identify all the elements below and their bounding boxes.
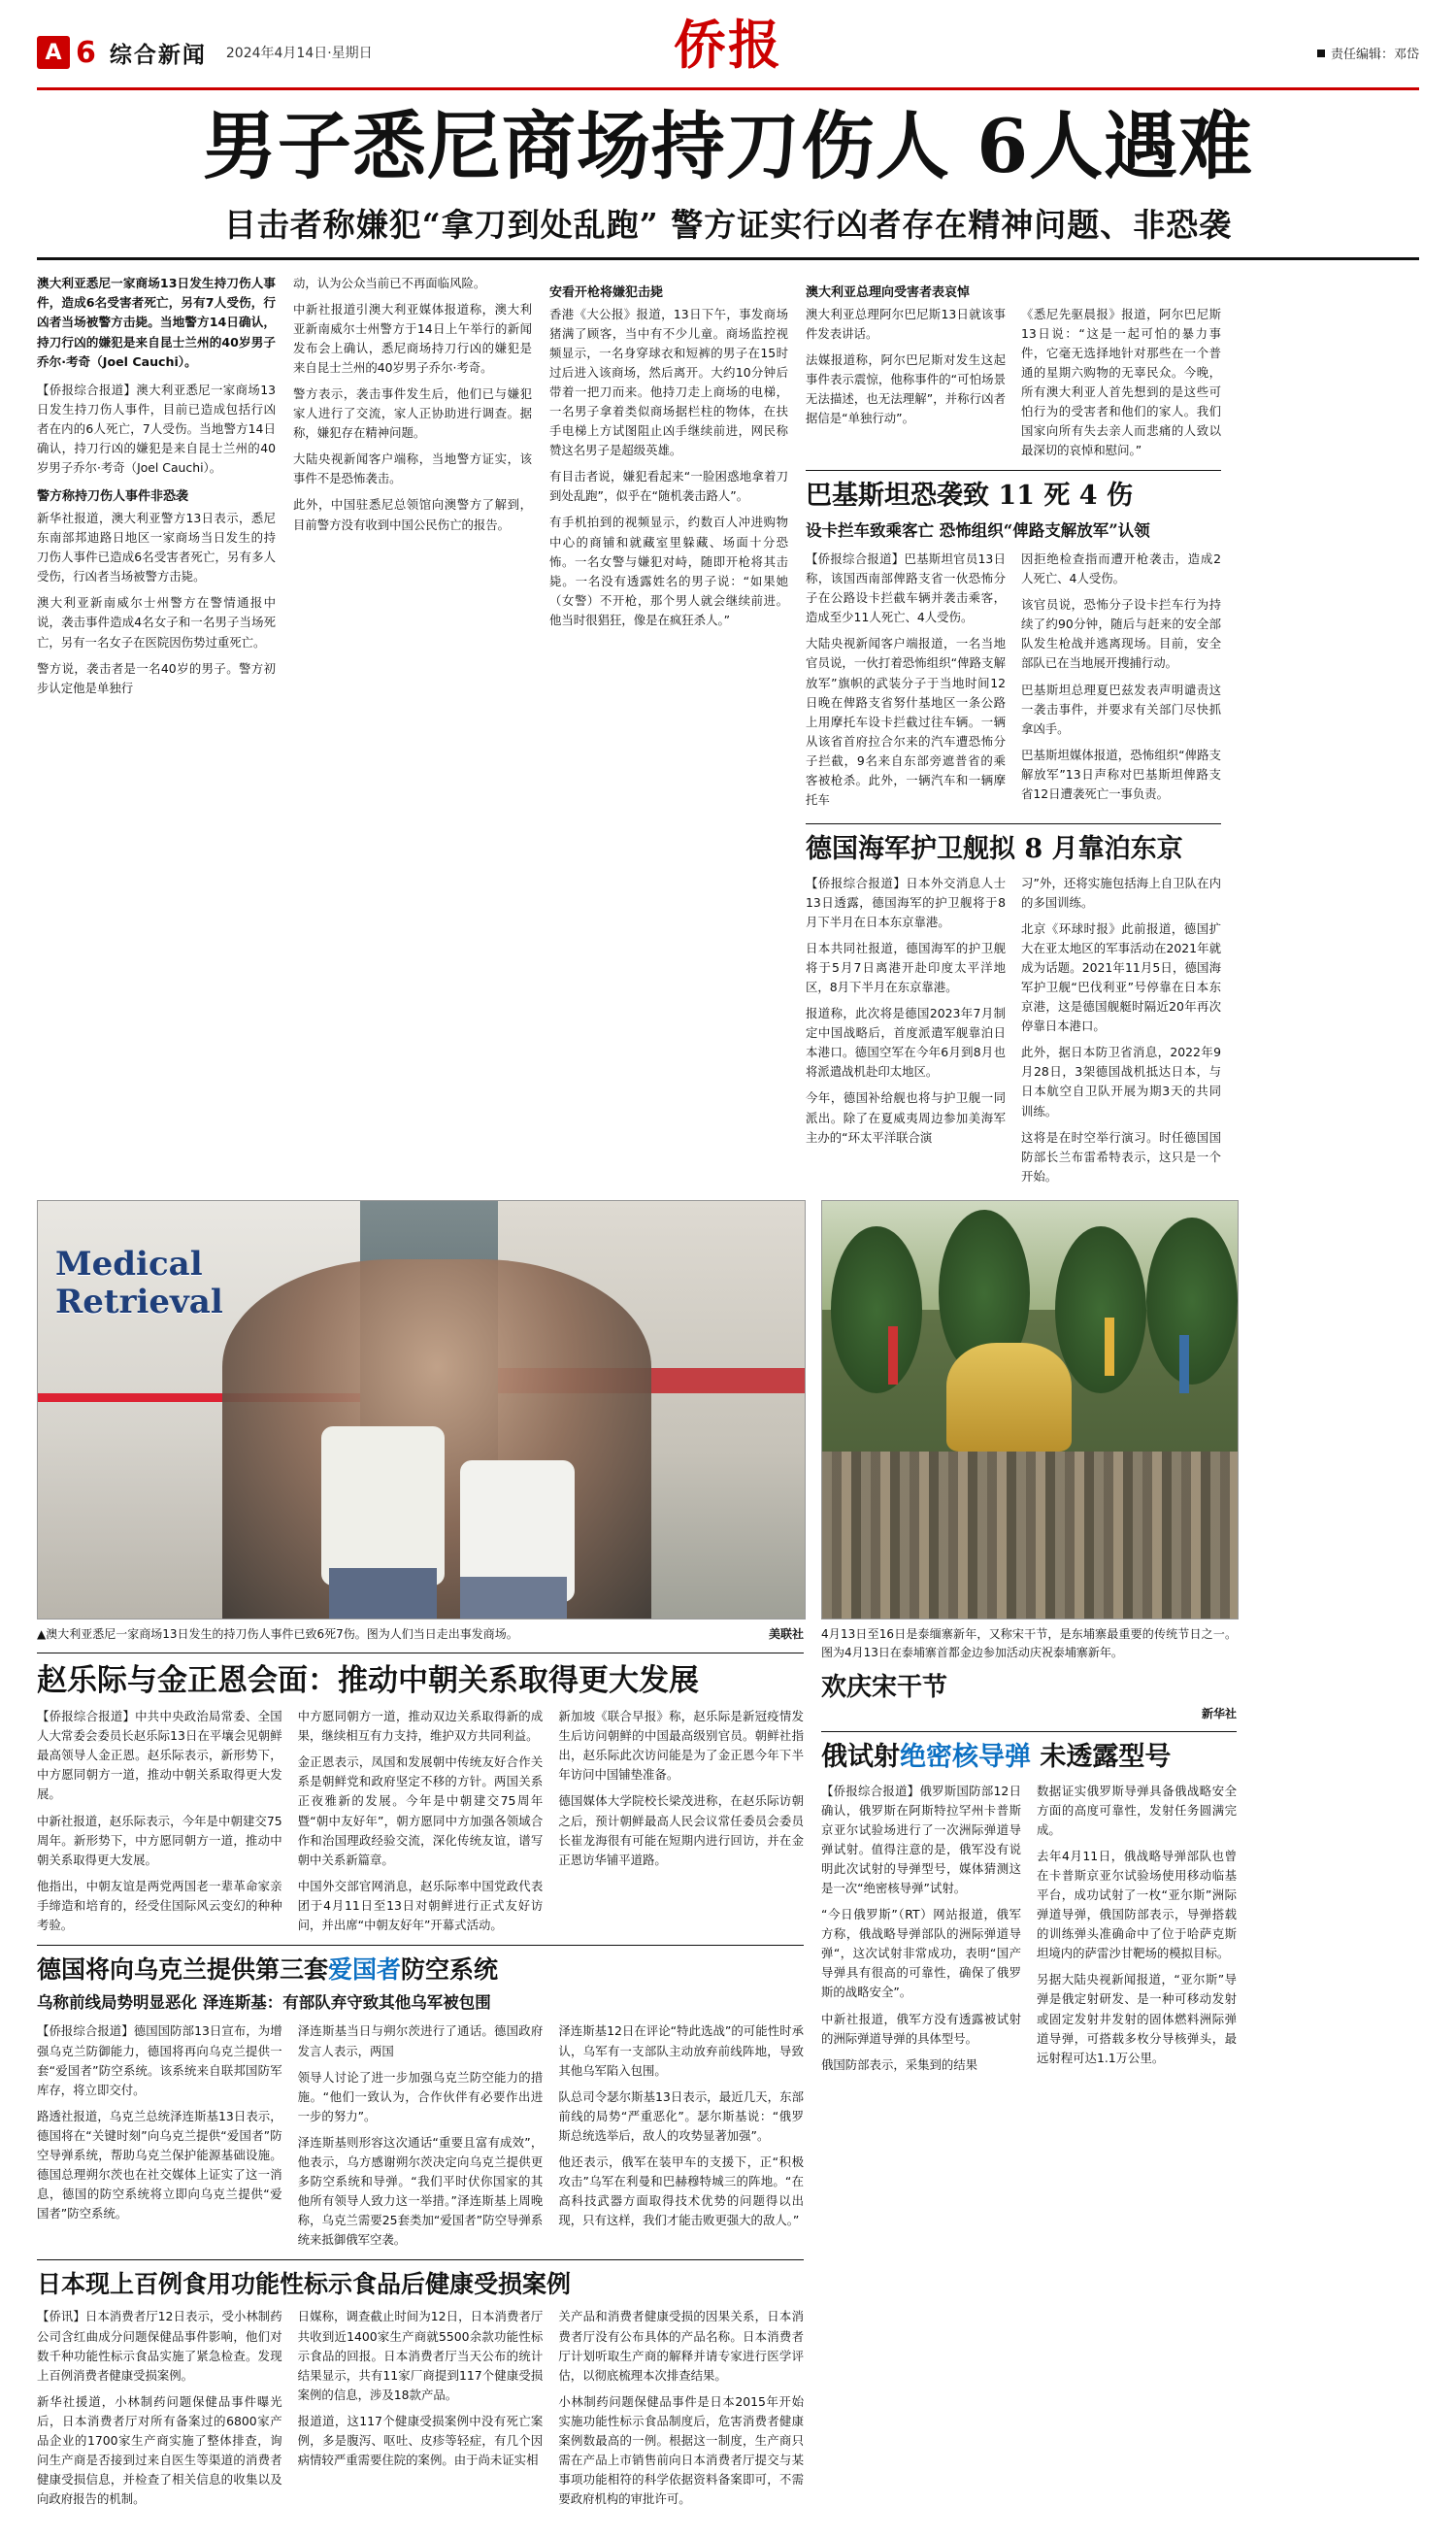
bullet-square-icon bbox=[1317, 50, 1325, 57]
photo-person-jeans-2 bbox=[460, 1577, 568, 1619]
germany-navy-headline: 德国海军护卫舰拟 8 月靠泊东京 bbox=[806, 834, 1183, 865]
paragraph: 有手机拍到的视频显示，约数百人冲进购物中心的商铺和就藏室里躲藏、场面十分恐怖。一名女警与嫌犯对峙，随即开枪将其击毙。一名没有透露姓名的男子说：“如果她（女警）不开枪，那个男人就会继续前进。他当时很猖狂，像是在疯狂杀人。” bbox=[549, 515, 788, 627]
paragraph: 巴基斯坦媒体报道，恐怖组织“俾路支解放军”13日声称对巴基斯坦俾路支省12日遭袭死亡一事负责。 bbox=[1021, 747, 1221, 801]
china-dprk-body bbox=[37, 1707, 804, 1935]
paragraph: 小林制药问题保健品事件是日本2015年开始实施功能性标示食品制度后，危害消费者健康案例数最高的一例。根据这一制度，生产商只需在产品上市销售前向日本消费者厅提交与某事项功能相符的科学依据资料备案即可，不需要政府机构的审批许可。 bbox=[558, 2393, 804, 2507]
paragraph: 中国外交部官网消息，赵乐际率中国党政代表团于4月11日至13日对朝鲜进行正式友好访问，并出席“中朝友好年”开幕式活动。 bbox=[297, 1878, 544, 1933]
subsection-heading: 警方称持刀伤人事件非恐袭 bbox=[37, 488, 189, 504]
paragraph: 此外，中国驻悉尼总领馆向澳警方了解到，目前警方没有收到中国公民伤亡的报告。 bbox=[293, 497, 532, 532]
paragraph: 泽连斯基当日与朔尔茨进行了通话。德国政府发言人表示，两国 bbox=[297, 2023, 544, 2058]
germany-ukraine-subheadline: 乌称前线局势明显恶化 泽连斯基：有部队弃守致其他乌军被包围 bbox=[37, 1993, 491, 2013]
photo-golden-structure bbox=[946, 1343, 1071, 1452]
japan-supplement-headline: 日本现上百例食用功能性标示食品后健康受损案例 bbox=[37, 2270, 572, 2299]
paragraph: 澳大利亚新南威尔士州警方在警情通报中说，袭击事件造成4名女子和一名男子当场死亡，另有一名女子在医院因伤势过重死亡。 bbox=[37, 595, 276, 650]
paragraph: 这将是在时空举行演习。时任德国国防部长兰布雷希特表示，这只是一个开始。 bbox=[1021, 1129, 1221, 1184]
lead-headline-block bbox=[37, 90, 1419, 260]
paragraph: 有目击者说，嫌犯看起来“一脸困惑地拿着刀到处乱跑”，似乎在“随机袭击路人”。 bbox=[549, 469, 788, 504]
paragraph: 新华社援道，小林制药问题保健品事件曝光后，日本消费者厅对所有备案过的6800家产品企业的1700家生产商实施了整体排查，询问生产商是否接到过来自医生等渠道的消费者健康受损信息，并检查了相关信息的收集以及向政府报告的机制。 bbox=[37, 2393, 282, 2507]
paragraph: 澳大利亚总理阿尔巴尼斯13日就该事件发表讲话。 bbox=[806, 306, 1006, 341]
paragraph: 香港《大公报》报道，13日下午，事发商场猪满了顾客，当中有不少儿童。商场监控视频显示，一名身穿球衣和短裤的男子在15时过后进入该商场，然后离开。大约10分钟后带着一把刀而来。他持刀走上商场的电梯，一名男子拿着类似商场据栏柱的物体，在扶手电梯上方试图阻止凶手继续前进，网民称赞这名男子是超级英雄。 bbox=[549, 306, 788, 458]
photo-person-shirt bbox=[321, 1426, 444, 1585]
paragraph: 今年，德国补给舰也将与护卫舰一同派出。除了在夏威夷周边参加美海军主办的“环太平洋联合演 bbox=[806, 1090, 1006, 1145]
lead-column-1 bbox=[37, 274, 276, 705]
lead-subheadline: 目击者称嫌犯“拿刀到处乱跑” 警方证实行凶者存在精神问题、非恐袭 bbox=[223, 205, 1233, 244]
paragraph: 新华社报道，澳大利亚警方13日表示，悉尼东南部邦迪路日地区一家商场当日发生的持刀伤人事件已造成6名受害者死亡，另有多人受伤，行凶者当场被警方击毙。 bbox=[37, 510, 276, 584]
lead-headline: 男子悉尼商场持刀伤人 6人遇难 bbox=[202, 103, 1254, 189]
festival-photo-caption: 4月13日至16日是泰缅寨新年，又称宋干节，是东埔寨最重要的传统节日之一。图为4月13日在泰埔寨首都金边参加活动庆祝泰埔寨新年。 bbox=[821, 1626, 1237, 1659]
lead-story-columns bbox=[37, 274, 1419, 1186]
paragraph: 去年4月11日，俄战略导弹部队也曾在卡普斯京亚尔试验场使用移动临基平台，成功试射了一枚“亚尔斯”洲际弹道导弹，俄国防部表示，导弹搭载的训练弹头准确命中了位于哈萨克斯坦境内的萨雷沙甘靶场的模拟目标。 bbox=[1037, 1848, 1237, 1961]
paragraph: 德国媒体大学院校长梁茂进称，在赵乐际访朝之后，预计朝鲜最高人民会议常任委员会委员长崔龙海很有可能在短期内进行回访，并在金正恩访华铺平道路。 bbox=[558, 1793, 804, 1867]
lead-photo-caption-text: ▲澳大利亚悉尼一家商场13日发生的持刀伤人事件已致6死7伤。图为人们当日走出事发商场。 bbox=[37, 1626, 518, 1641]
editor-credit-text: 责任编辑：邓岱 bbox=[1330, 47, 1419, 62]
story-divider bbox=[806, 470, 1221, 471]
lead-photo-source: 美联社 bbox=[768, 1626, 804, 1641]
photo-tree bbox=[831, 1226, 922, 1393]
story-divider bbox=[806, 823, 1221, 824]
paragraph: 警方说，袭击者是一名40岁的男子。警方初步认定他是单独行 bbox=[37, 660, 276, 695]
germany-ukraine-headline bbox=[37, 1955, 804, 1985]
photo-crowd bbox=[822, 1452, 1238, 1619]
pakistan-body bbox=[806, 550, 1221, 814]
photo-person-jeans bbox=[329, 1568, 437, 1619]
paragraph: 关产品和消费者健康受损的因果关系，日本消费者厅没有公布具体的产品名称。日本消费者厅计划听取生产商的解释并请专家进行医学评估，以彻底梳理本次排查结果。 bbox=[558, 2309, 804, 2383]
paragraph: 中新社报道引澳大利亚媒体报道称，澳大利亚新南威尔士州警方于14日上午举行的新闻发布会上确认，悉尼商场持刀行凶的嫌犯是来自昆士兰州的40岁男子乔尔·考奇。 bbox=[293, 301, 532, 375]
germany-navy-body bbox=[806, 874, 1221, 1186]
headline-accent: 绝密核导弹 bbox=[900, 1742, 1031, 1773]
paragraph: 泽连斯基则形容这次通话“重要且富有成效”，他表示，乌方感谢朔尔茨决定向乌克兰提供更多防空系统和导弹。“我们平时伏你国家的其他所有领导人致力这一举措。”泽连斯基上周晚称，乌克兰需要25套类加“爱国者”防空导弹系统来抵御俄军空袭。 bbox=[297, 2134, 544, 2248]
folio-badge: A bbox=[37, 36, 70, 69]
lead-photo-caption bbox=[37, 1625, 804, 1643]
festival-photo-source: 新华社 bbox=[1201, 1707, 1237, 1721]
photo-tree bbox=[1146, 1218, 1238, 1385]
paragraph: 数据证实俄罗斯导弹具备俄战略安全方面的高度可靠性，发射任务圆满完成。 bbox=[1037, 1783, 1237, 1837]
newspaper-nameplate: 侨报 bbox=[674, 14, 782, 76]
paragraph: 【侨报综合报道】澳大利亚悉尼一家商场13日发生持刀伤人事件，目前已造成包括行凶者在内的6人死亡，7人受伤。当地警方14日确认，持刀行凶的嫌犯是来自昆士兰州的40岁男子乔尔·考奇（Joel Cauchi）。 bbox=[37, 382, 276, 475]
paragraph: 大陆央视新闻客户端报道，一名当地官员说，一伙打着恐怖组织“俾路支解放军”旗帜的武装分子于当地时间12日晚在俾路支省努什基地区一条公路上用摩托车设卡拦截过往车辆。一辆从该省首府拉合尔来的汽车遭恐怖分子拦截，9名来自东部旁遮普省的乘客被枪杀。此外，一辆汽车和一辆摩托车 bbox=[806, 636, 1006, 808]
pakistan-subheadline: 设卡拦车致乘客亡 恐怖组织“俾路支解放军”认领 bbox=[806, 520, 1150, 540]
paragraph: 报道道，这117个健康受损案例中没有死亡案例，多是腹泻、呕吐、皮疹等轻症，有几个因病情较严重需要住院的案例。由于尚未证实相 bbox=[297, 2413, 544, 2468]
paragraph: 【侨报综合报道】德国国防部13日宣布，为增强乌克兰防御能力，德国将再向乌克兰提供一套“爱国者”防空系统。该系统来自联邦国防军库存，将立即交付。 bbox=[37, 2023, 282, 2097]
photo-flag bbox=[888, 1326, 898, 1385]
paragraph: 领导人讨论了进一步加强乌克兰防空能力的措施。“他们一致认为，合作伙伴有必要作出进一步的努力”。 bbox=[297, 2069, 544, 2123]
germany-ukraine-body bbox=[37, 2021, 804, 2250]
headline-divider bbox=[37, 257, 1419, 260]
paragraph: 动，认为公众当前已不再面临风险。 bbox=[293, 275, 486, 290]
festival-photo bbox=[821, 1200, 1239, 1620]
paragraph: 大陆央视新闻客户端称，当地警方证实，该事件不是恐怖袭击。 bbox=[293, 451, 532, 486]
paragraph: 因拒绝检查指而遭开枪袭击，造成2人死亡、4人受伤。 bbox=[1021, 551, 1221, 586]
paragraph: 中新社报道，赵乐际表示，今年是中朝建交75周年。新形势下，中方愿同朝方一道，推动中朝关系取得更大发展。 bbox=[37, 1813, 282, 1867]
paragraph: 新加坡《联合早报》称，赵乐际是新冠疫情发生后访问朝鲜的中国最高级别官员。朝鲜社指出，赵乐际此次访问能是为了金正恩今年下半年访问中国铺垫准备。 bbox=[558, 1709, 804, 1783]
paragraph: 中方愿同朝方一道，推动双边关系取得新的成果，继续相互有力支持，维护双方共同利益。 bbox=[297, 1709, 544, 1744]
headline-part-2: 防空系统 bbox=[401, 1955, 499, 1985]
paragraph: 【侨报综合报道】日本外交消息人士13日透露，德国海军的护卫舰将于8月下半月在日本东京靠港。 bbox=[806, 875, 1006, 929]
paragraph: 日媒称，调查截止时间为12日，日本消费者厅共收到近1400家生产商就5500余款功能性标示食品的回报。日本消费者厅当天公布的统计结果显示，共有11家厂商提到117个健康受损案例的信息，涉及18款产品。 bbox=[297, 2309, 544, 2402]
paragraph: 【侨报综合报道】俄罗斯国防部12日确认，俄罗斯在阿斯特拉罕州卡普斯京亚尔试验场进行了一次洲际弹道导弹试射。值得注意的是，俄军没有说明此次试射的导弹型号，媒体猜测这是一次“绝密核导弹”试射。 bbox=[821, 1783, 1021, 1895]
paragraph: “今日俄罗斯”（RT）网站报道，俄军方称，俄战略导弹部队的洲际弹道导弹“，这次试射非常成功，表明“国产导弹具有很高的可靠性，确保了俄罗斯的战略安全”。 bbox=[821, 1907, 1021, 2000]
photo-tree bbox=[1055, 1226, 1146, 1393]
headline-part-2: 未透露型号 bbox=[1031, 1742, 1172, 1773]
paragraph: 日本共同社报道，德国海军的护卫舰将于5月7日离港开赴印度太平洋地区，8月下半月在东京靠港。 bbox=[806, 940, 1006, 994]
lead-column-3 bbox=[549, 274, 788, 638]
china-dprk-headline: 赵乐际与金正恩会面：推动中朝关系取得更大发展 bbox=[37, 1662, 699, 1698]
photo-flag bbox=[1105, 1318, 1114, 1376]
pakistan-headline: 巴基斯坦恐袭致 11 死 4 伤 bbox=[806, 481, 1133, 512]
story-divider bbox=[37, 1945, 804, 1946]
headline-part-1: 俄试射 bbox=[821, 1742, 900, 1773]
lead-photo bbox=[37, 1200, 806, 1620]
russia-missile-body bbox=[821, 1782, 1237, 2079]
paragraph: 习”外，还将实施包括海上自卫队在内的多国训练。 bbox=[1021, 875, 1221, 910]
paragraph: 【侨报综合报道】巴基斯坦官员13日称，该国西南部俾路支省一伙恐怖分子在公路设卡拦截车辆并袭击乘客，造成至少11人死亡、4人受伤。 bbox=[806, 551, 1006, 625]
paragraph: 北京《环球时报》此前报道，德国扩大在亚太地区的军事活动在2021年就成为话题。2021年11月5日，德国海军护卫舰“巴伐利亚”号停靠在日本东京港，这是德国舰艇时隔近20年再次停靠日本港口。 bbox=[1021, 920, 1221, 1034]
paragraph: 队总司令瑟尔斯基13日表示，最近几天，东部前线的局势“严重恶化”。瑟尔斯基说：“俄罗斯总统选举后，敌人的攻势显著加强”。 bbox=[558, 2088, 804, 2143]
headline-accent: 爱国者 bbox=[328, 1955, 402, 1985]
subsection-heading: 澳大利亚总理向受害者表哀悼 bbox=[806, 284, 971, 300]
paragraph: 【侨讯】日本消费者厅12日表示，受小林制药公司含红曲成分问题保健品事件影响，他们对数千种功能性标示食品实施了紧急检查。发现上百例消费者健康受损案例。 bbox=[37, 2309, 282, 2383]
lower-section bbox=[37, 1200, 1419, 2509]
left-block bbox=[37, 1200, 804, 2509]
story-divider bbox=[37, 2259, 804, 2260]
lead-column-2 bbox=[293, 274, 532, 542]
right-lower-rail bbox=[821, 1200, 1237, 2078]
japan-supplement-body bbox=[37, 2307, 804, 2509]
subsection-heading: 安看开枪将嫌犯击毙 bbox=[549, 284, 664, 300]
issue-date: 2024年4月14日·星期日 bbox=[225, 46, 373, 61]
paragraph: 此外，据日本防卫省消息，2022年9月28日，3架德国战机抵达日本，与日本航空自卫队开展为期3天的共同训练。 bbox=[1021, 1045, 1221, 1119]
masthead bbox=[37, 0, 1419, 90]
right-rail bbox=[806, 274, 1221, 1186]
russia-missile-headline bbox=[821, 1742, 1237, 1773]
paragraph: 报道称，此次将是德国2023年7月制定中国战略后，首度派遣军舰靠泊日本港口。德国空军在今年6月到8月也将派遣战机赴印太地区。 bbox=[806, 1006, 1006, 1080]
paragraph: 中新社报道，俄军方没有透露被试射的洲际弹道导弹的具体型号。 bbox=[821, 2011, 1021, 2046]
paragraph: 另据大陆央视新闻报道，“亚尔斯”导弹是俄定射研发、是一种可移动发射或固定发射井发射的固体燃料洲际弹道导弹，可搭载多枚分导核弹头，最远射程可达1.1万公里。 bbox=[1037, 1972, 1237, 2065]
paragraph: 他还表示，俄军在装甲车的支援下，正“积极攻击”乌军在利曼和巴赫穆特城三的阵地。“在高科技武器方面取得技术优势的问题得以出现，只有这样，我们才能击败更强大的敌人。” bbox=[558, 2154, 804, 2228]
paragraph: 巴基斯坦总理夏巴兹发表声明谴责这一袭击事件，并要求有关部门尽快抓拿凶手。 bbox=[1021, 682, 1221, 736]
paragraph: 金正恩表示，凤国和发展朝中传统友好合作关系是朝鲜党和政府坚定不移的方针。两国关系正夜雅新的发展。今年是中朝建交75周年暨“朝中友好年”，朝方愿同中方加强各领域合作和治国理政经验交流，深化传统友谊，谱写朝中关系新篇章。 bbox=[297, 1754, 544, 1867]
folio-number: 6 bbox=[76, 35, 96, 70]
paragraph: 泽连斯基12日在评论“特此选战”的可能性时承认，乌军有一支部队主动放弃前线阵地，导致其他乌军陷入包围。 bbox=[558, 2023, 804, 2078]
paragraph: 路透社报道，乌克兰总统泽连斯基13日表示，德国将在“关键时刻”向乌克兰提供“爱国者”防空导弹系统，帮助乌克兰保护能源基础设施。德国总理朔尔茨也在社交媒体上证实了这一消息，德国的防空系统将立即向乌克兰提供“爱国者”防空系统。 bbox=[37, 2108, 282, 2221]
story-divider bbox=[821, 1731, 1237, 1732]
paragraph: 警方表示，袭击事件发生后，他们已与嫌犯家人进行了交流，家人正协助进行调查。据称，嫌犯存在精神问题。 bbox=[293, 386, 532, 441]
paragraph: 《悉尼先驱晨报》报道，阿尔巴尼斯13日说：“这是一起可怕的暴力事件，它毫无选择地针对那些在一个普通的星期六购物的无辜民众。今晚，所有澳大利亚人首先想到的是这些可怕行为的受害者和他们的家人。我们国家向所有失去亲人而悲痛的人致以最深切的哀悼和慰问。” bbox=[1021, 306, 1221, 458]
paragraph: 俄国防部表示，采集到的结果 bbox=[821, 2056, 978, 2072]
paragraph: 【侨报综合报道】中共中央政治局常委、全国人大常委会委员长赵乐际13日在平壤会见朝鲜最高领导人金正恩。赵乐际表示，新形势下，中方愿同朝方一道，推动中朝关系取得更大发展。 bbox=[37, 1709, 282, 1802]
lead-summary: 澳大利亚悉尼一家商场13日发生持刀伤人事件，造成6名受害者死亡，另有7人受伤，行凶者当场被警方击毙。当地警方14日确认，持刀行凶的嫌犯是来自昆士兰州的40岁男子乔尔·考奇（Joel Cauchi）。 bbox=[37, 275, 276, 370]
photo-flag bbox=[1179, 1335, 1189, 1393]
albanese-text bbox=[806, 305, 1221, 461]
headline-part-1: 德国将向乌克兰提供第三套 bbox=[37, 1955, 329, 1985]
editor-credit bbox=[1317, 44, 1419, 62]
paragraph: 他指出，中朝友谊是两党两国老一辈革命家亲手缔造和培育的，经受住国际风云变幻的种种考验。 bbox=[37, 1878, 282, 1933]
paragraph: 法媒报道称，阿尔巴尼斯对发生这起事件表示震惊，他称事件的“可怕场景无法描述，也无法理解”，并称行凶者据信是“单独行动”。 bbox=[806, 351, 1006, 426]
section-name: 综合新闻 bbox=[109, 42, 207, 68]
festival-title: 欢庆宋干节 bbox=[821, 1673, 948, 1703]
paragraph: 该官员说，恐怖分子设卡拦车行为持续了约90分钟，随后与赶来的安全部队发生枪战并逃离现场。目前，安全部队已在当地展开搜捕行动。 bbox=[1021, 597, 1221, 671]
photo-medical-retrieval-text: Medical Retrieval bbox=[55, 1244, 223, 1322]
